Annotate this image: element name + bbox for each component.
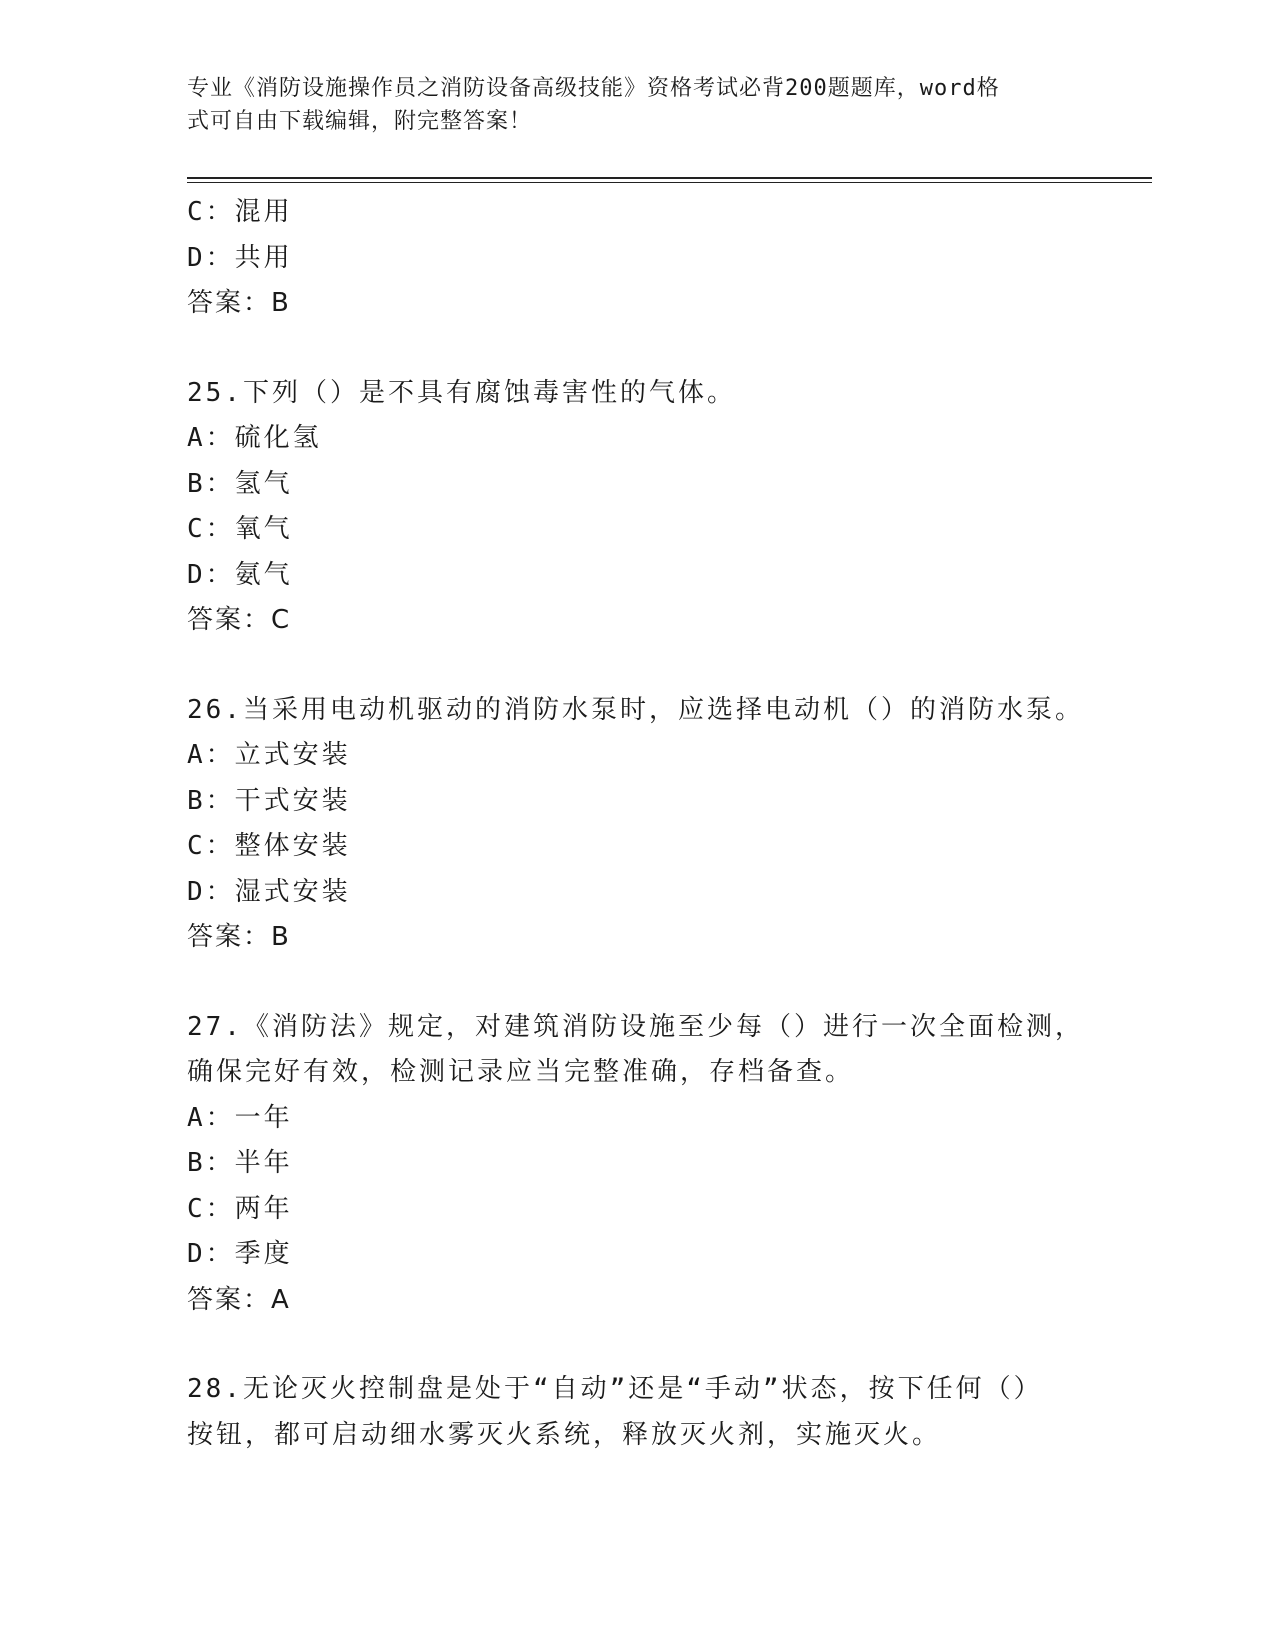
option-d: D：氨气 — [187, 559, 293, 590]
question-25 — [187, 371, 1087, 644]
option-a: A：硫化氢 — [187, 423, 322, 453]
option-c: C：两年 — [187, 1193, 293, 1224]
option-a: A：一年 — [187, 1102, 293, 1133]
header-rule-thin — [187, 182, 1152, 183]
previous-question-tail — [187, 190, 1087, 327]
question-28 — [187, 1367, 1087, 1458]
option-b: B：干式安装 — [187, 785, 351, 816]
option-c: C：整体安装 — [187, 831, 351, 861]
question-27 — [187, 1005, 1087, 1324]
question-stem-line-1: 27.《消防法》规定，对建筑消防设施至少每（）进行一次全面检测， — [187, 1011, 1084, 1042]
option-d: D：共用 — [187, 242, 293, 273]
question-stem: 26.当采用电动机驱动的消防水泵时，应选择电动机（）的消防水泵。 — [187, 694, 1084, 725]
option-a: A：立式安装 — [187, 740, 351, 770]
question-stem-line-2: 按钮，都可启动细水雾灭火系统，释放灭火剂，实施灭火。 — [187, 1419, 942, 1450]
answer-line: 答案：A — [187, 1284, 291, 1315]
question-stem-line-1: 28.无论灭火控制盘是处于“自动”还是“手动”状态，按下任何（） — [187, 1374, 1043, 1404]
header-rule-thick — [187, 177, 1152, 179]
header-line-2: 式可自由下载编辑，附完整答案！ — [187, 109, 533, 134]
answer-line: 答案：B — [187, 288, 291, 318]
option-c: C：氧气 — [187, 514, 293, 544]
header-line-1: 专业《消防设施操作员之消防设备高级技能》资格考试必背200题题库，word格 — [187, 76, 1000, 101]
question-list — [187, 190, 1087, 1458]
option-b: B：氢气 — [187, 468, 293, 499]
option-b: B：半年 — [187, 1148, 293, 1178]
document-header — [187, 72, 1067, 138]
answer-line: 答案：B — [187, 922, 291, 952]
option-c: C：混用 — [187, 197, 293, 227]
answer-line: 答案：C — [187, 605, 292, 635]
question-26 — [187, 688, 1087, 961]
question-stem: 25.下列（）是不具有腐蚀毒害性的气体。 — [187, 377, 736, 408]
option-d: D：湿式安装 — [187, 876, 351, 907]
option-d: D：季度 — [187, 1239, 293, 1269]
question-stem-line-2: 确保完好有效，检测记录应当完整准确，存档备查。 — [187, 1057, 855, 1087]
